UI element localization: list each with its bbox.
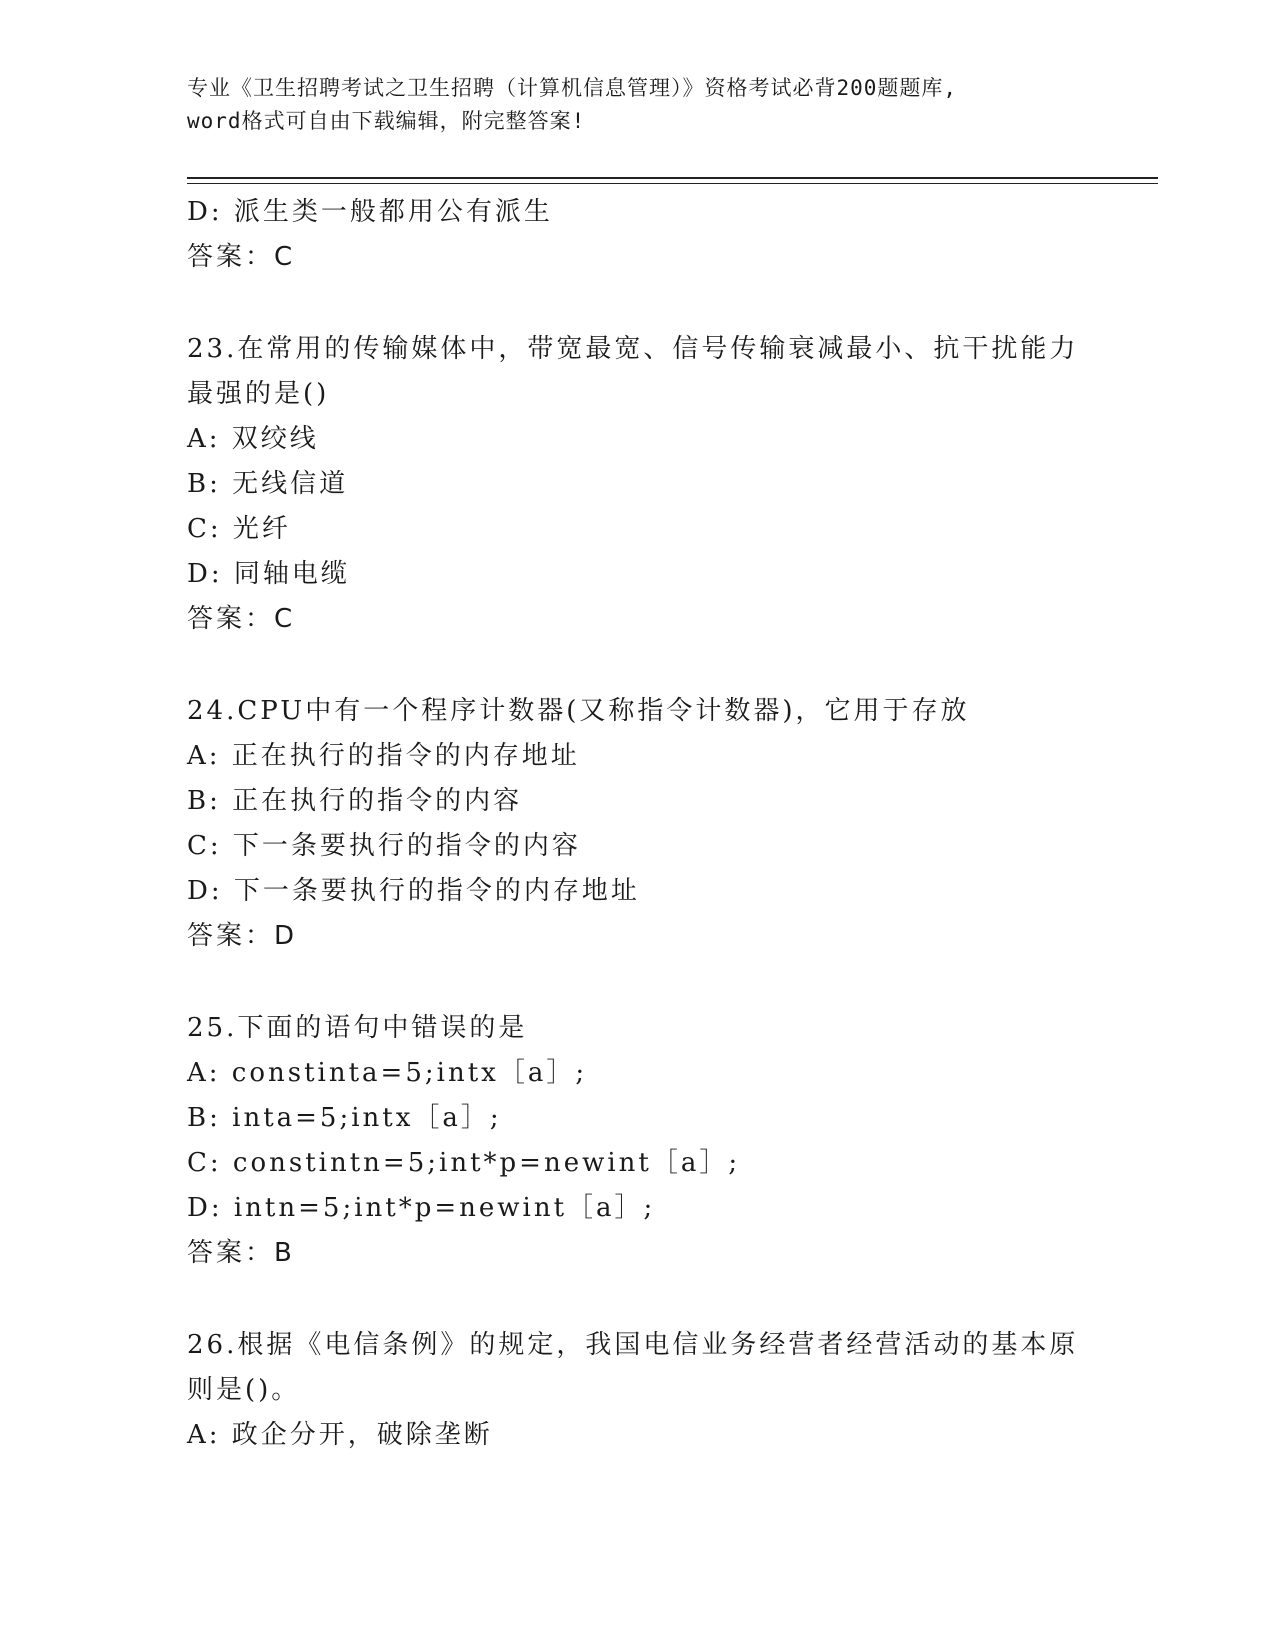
option-c: C: 光纤 <box>187 514 291 544</box>
question-stem: 25.下面的语句中错误的是 <box>187 1013 528 1043</box>
answer-label: 答案：C <box>187 242 296 272</box>
option-a: A: constinta=5;intx［a］; <box>187 1058 588 1088</box>
option-b: B: 无线信道 <box>187 469 349 499</box>
question-25 <box>187 1006 1087 1276</box>
option-d: D: 同轴电缆 <box>187 559 350 589</box>
option-a: A: 正在执行的指令的内存地址 <box>187 741 580 771</box>
document-header <box>187 72 1087 138</box>
option-d: D: 派生类一般都用公有派生 <box>187 197 553 227</box>
option-b: B: 正在执行的指令的内容 <box>187 786 523 816</box>
header-line-2: word格式可自由下载编辑，附完整答案! <box>187 109 586 133</box>
question-list <box>187 190 1087 1458</box>
question-22-tail <box>187 190 1087 280</box>
answer-label: 答案：B <box>187 1238 295 1268</box>
question-stem: 26.根据《电信条例》的规定，我国电信业务经营者经营活动的基本原 <box>187 1330 1079 1360</box>
option-a: A: 双绞线 <box>187 424 319 454</box>
header-divider-thick <box>187 177 1158 179</box>
question-stem: 24.CPU中有一个程序计数器(又称指令计数器)，它用于存放 <box>187 696 970 726</box>
option-d: D: 下一条要执行的指令的内存地址 <box>187 876 640 906</box>
question-stem-cont: 最强的是() <box>187 379 330 409</box>
option-c: C: constintn=5;int*p=newint［a］; <box>187 1148 741 1178</box>
option-b: B: inta=5;intx［a］; <box>187 1103 502 1133</box>
option-a: A: 政企分开，破除垄断 <box>187 1420 493 1450</box>
question-stem: 23.在常用的传输媒体中，带宽最宽、信号传输衰减最小、抗干扰能力 <box>187 334 1079 364</box>
question-23 <box>187 327 1087 642</box>
header-line-1: 专业《卫生招聘考试之卫生招聘（计算机信息管理）》资格考试必背200题题库, <box>187 76 958 100</box>
option-c: C: 下一条要执行的指令的内容 <box>187 831 581 861</box>
question-24 <box>187 689 1087 959</box>
answer-label: 答案：D <box>187 921 298 951</box>
option-d: D: intn=5;int*p=newint［a］; <box>187 1193 656 1223</box>
answer-label: 答案：C <box>187 604 296 634</box>
question-26 <box>187 1323 1087 1458</box>
question-stem-cont: 则是()。 <box>187 1375 301 1405</box>
header-divider-thin <box>187 183 1158 184</box>
